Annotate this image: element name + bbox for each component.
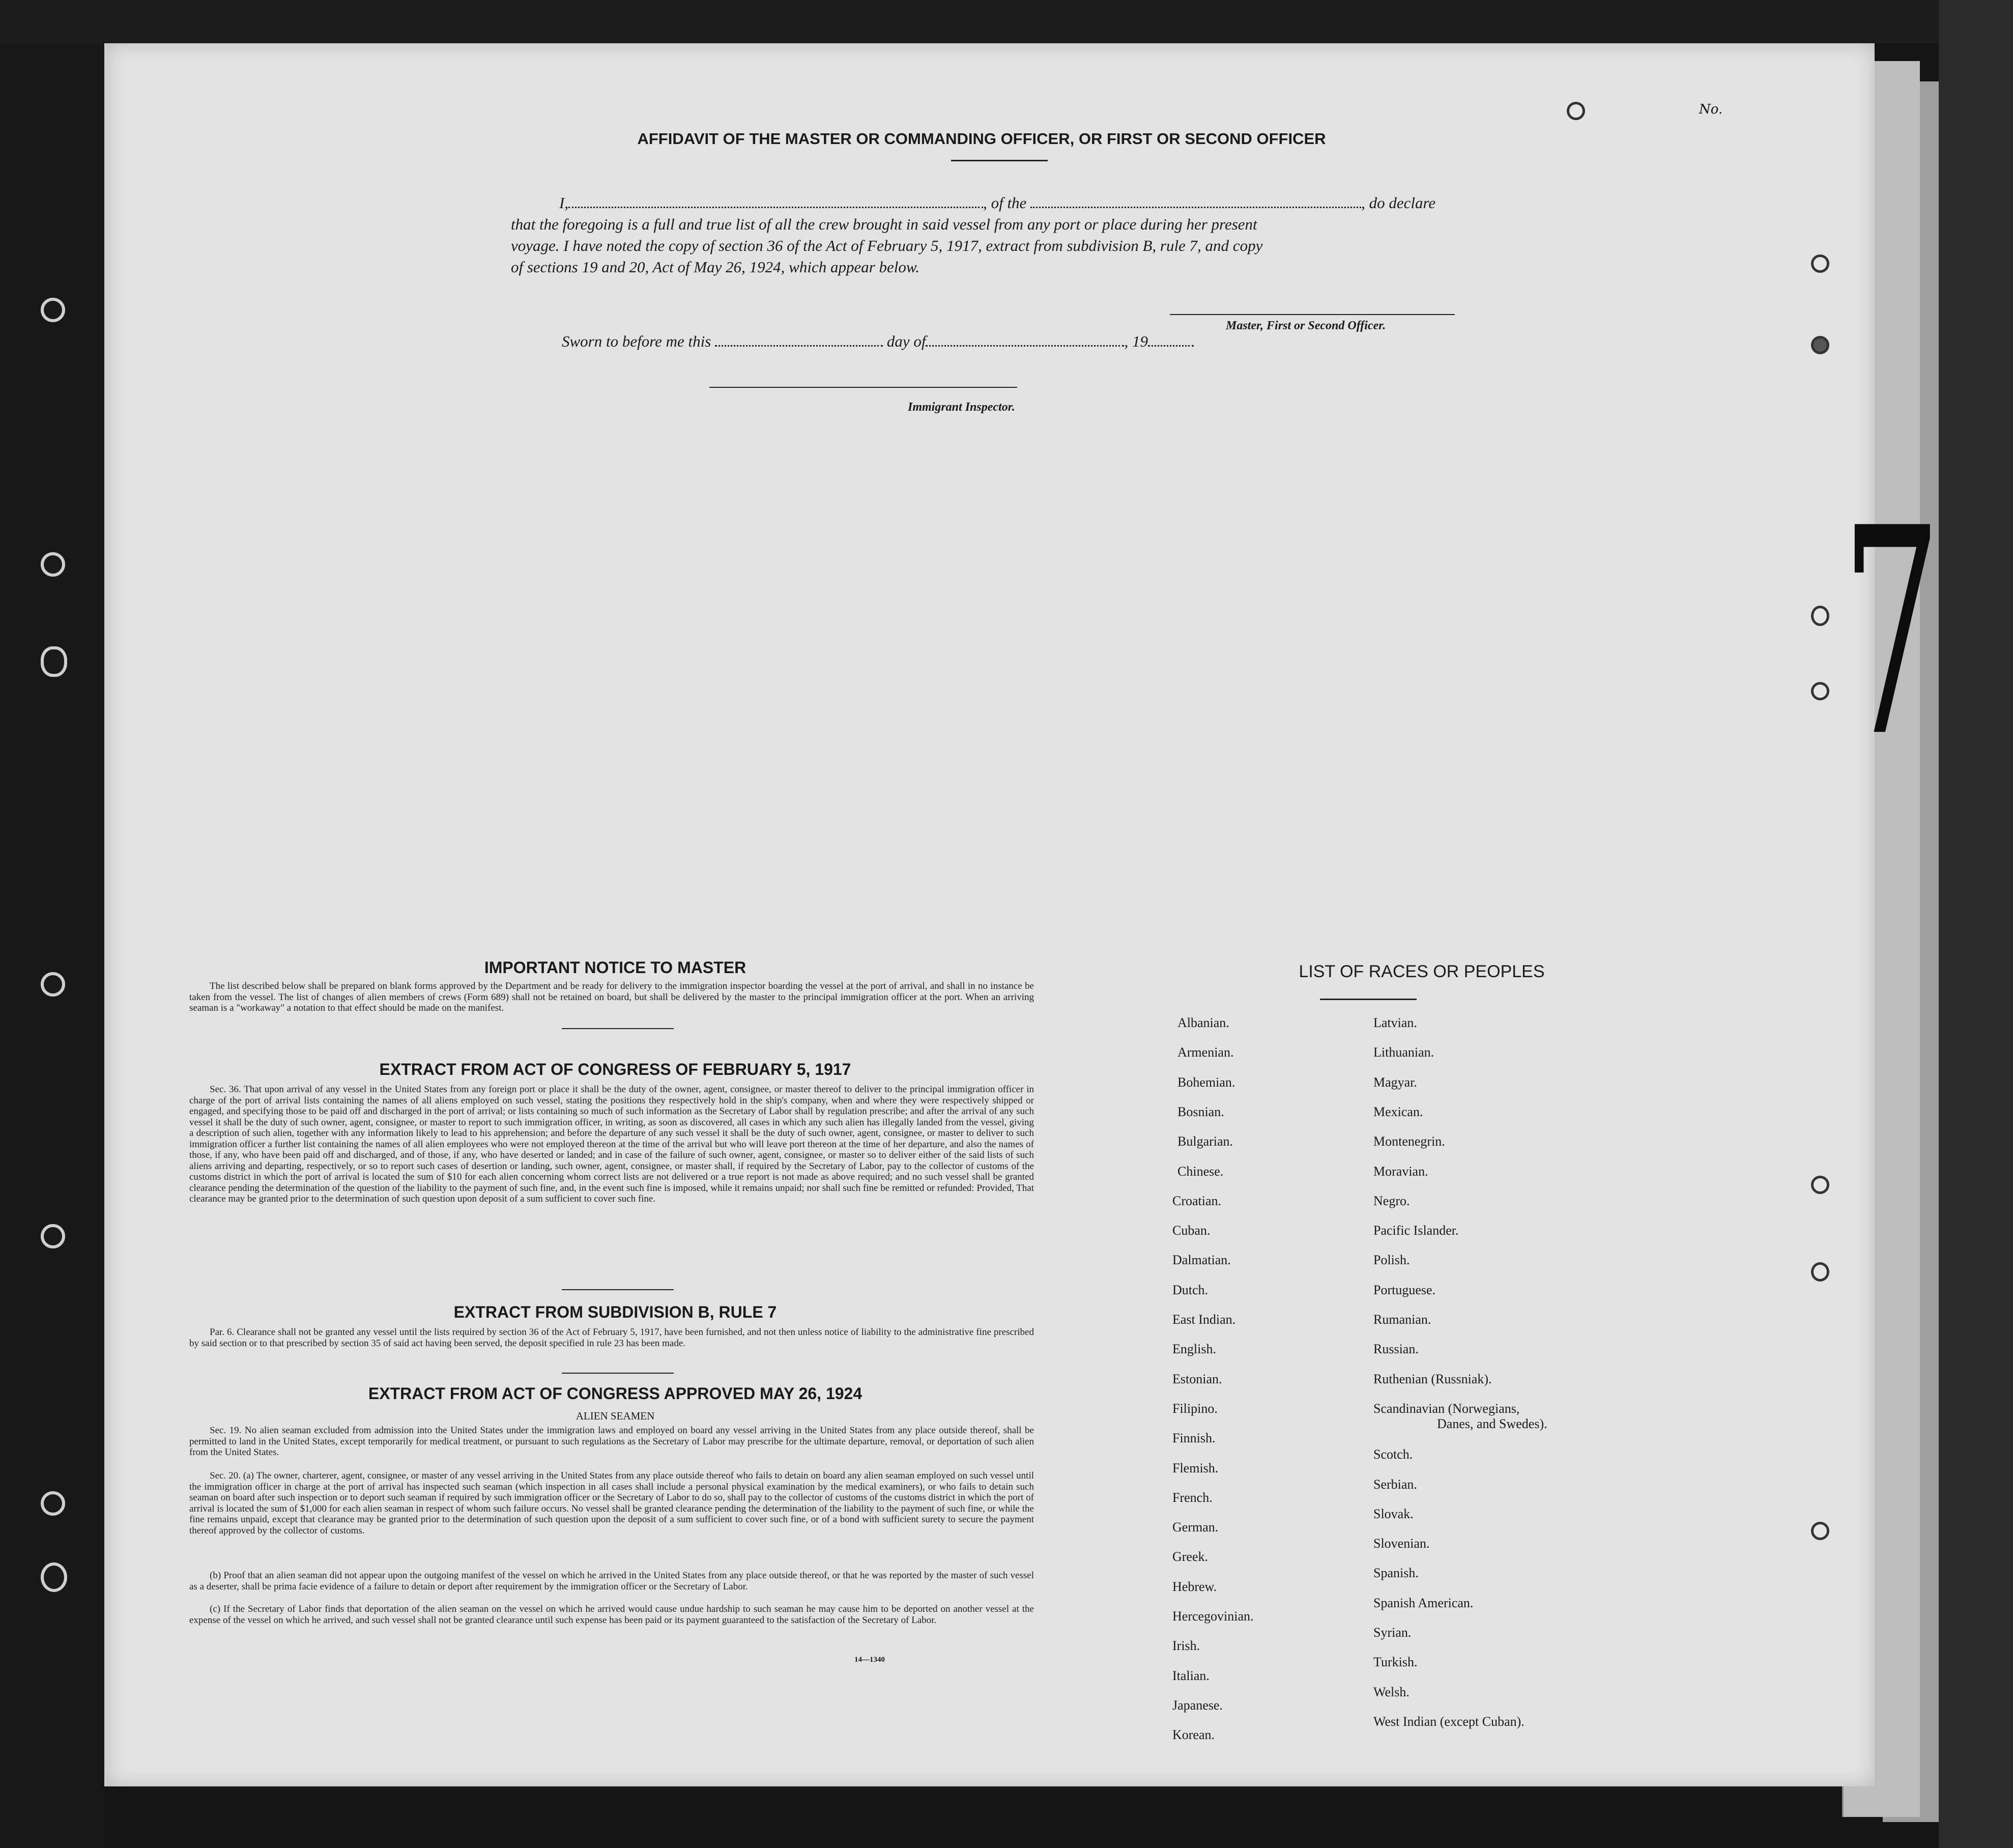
race-item-left: Korean. [1172,1727,1215,1743]
race-item-right: Latvian. [1373,1015,1417,1030]
race-item-right: Polish. [1373,1253,1410,1268]
inspector-signature-line[interactable] [709,387,1017,388]
notice-text: The list described below shall be prepared on blank forms approved by the Department and be ready for delivery to the immigration inspector boarding the vessel at the port of arrival, and shall in no instance be taken from the vessel. The list of changes of alien members of crews (Form 689) shall not be retained on board, but shall be delivered by the master to the principal immigration officer at the port. When an arriving seaman is a "workaway" a notation to that effect should be made on the manifest. [189,981,1034,1013]
race-item-right: Spanish American. [1373,1595,1474,1610]
race-item-right: Ruthenian (Russniak). [1373,1371,1492,1386]
race-item-right: Montenegrin. [1373,1134,1445,1149]
extract-1924-sec20b: (b) Proof that an alien seaman did not appear upon the outgoing manifest of the vessel on which he arrived in the United States from any place outside thereof, or that he was reported by the master of such vessel as a deserter, shall be prima facie evidence of a failure to detain or deport after requirement by the immigration officer or the Secretary of Labor. [189,1570,1034,1592]
race-item-left: East Indian. [1172,1312,1236,1327]
race-item-left: Croatian. [1172,1193,1222,1208]
race-item-left: Greek. [1172,1549,1209,1565]
binder-hole [41,552,65,577]
race-item-right: Serbian. [1373,1476,1417,1492]
corner-number-mark: No. [1699,102,1723,117]
race-item-right: West Indian (except Cuban). [1373,1714,1525,1729]
handwritten-seven: 7 [1842,468,1941,800]
race-item-right: Danes, and Swedes). [1437,1416,1547,1431]
notice-rule [562,1028,674,1029]
race-item-left: English. [1172,1342,1216,1357]
binder-hole [41,1562,67,1592]
race-item-right: Portuguese. [1373,1282,1436,1297]
race-item-right: Rumanian. [1373,1312,1431,1327]
race-item-left: Japanese. [1172,1697,1223,1713]
race-item-left: Chinese. [1177,1163,1224,1179]
race-item-right: Russian. [1373,1342,1419,1357]
race-item-right: Mexican. [1373,1104,1423,1119]
race-item-right: Negro. [1373,1193,1410,1208]
sworn-year-blank[interactable] [1148,345,1194,347]
race-item-right: Turkish. [1373,1655,1418,1670]
day-of-label: day of [886,332,926,350]
rule7-title: EXTRACT FROM SUBDIVISION B, RULE 7 [453,1303,777,1321]
rule7-text: Par. 6. Clearance shall not be granted any vessel until the lists required by section 36 of the Act of February 5, 1917, have been furnished, and not then unless notice of liability to the administrative fine prescribed by said section or to that prescribed by section 35 of said act having been served, the deposit specified in rule 23 has been made. [189,1327,1034,1349]
i-label: I, [559,194,569,212]
affidavit-body-line3: of sections 19 and 20, Act of May 26, 1924, which appear below. [511,258,920,276]
race-item-left: Bohemian. [1177,1074,1235,1090]
binder-hole [41,298,65,322]
sworn-label: Sworn to before me this [562,332,711,350]
punch-hole [1811,606,1829,626]
race-item-left: Armenian. [1177,1045,1234,1060]
binder-hole [41,972,65,997]
of-the-label: , of the [983,194,1027,212]
race-item-left: French. [1172,1490,1213,1505]
master-signature-label: Master, First or Second Officer. [1226,319,1386,332]
race-item-right: Lithuanian. [1373,1045,1434,1060]
race-item-right: Slovak. [1373,1506,1414,1521]
race-item-right: Magyar. [1373,1074,1417,1090]
race-item-right: Syrian. [1373,1625,1412,1640]
punch-hole [1811,336,1829,354]
year-label: , 19 [1124,332,1148,350]
race-item-right: Slovenian. [1373,1536,1430,1551]
master-name-blank[interactable] [568,207,983,208]
film-edge-top [0,0,2013,43]
race-item-right: Scotch. [1373,1447,1413,1462]
race-item-left: Bulgarian. [1177,1134,1233,1149]
sworn-line [562,332,1194,351]
race-item-left: Irish. [1172,1638,1200,1654]
extract-1917-title: EXTRACT FROM ACT OF CONGRESS OF FEBRUARY 5, 1917 [379,1060,851,1078]
race-item-left: Hercegovinian. [1172,1609,1254,1624]
affidavit-title-rule [951,160,1048,161]
sworn-month-blank[interactable] [926,345,1124,347]
race-item-left: Flemish. [1172,1460,1219,1475]
extract-1917-rule [562,1289,674,1290]
rule7-rule [562,1373,674,1374]
vessel-name-blank[interactable] [1030,207,1361,208]
film-edge-right [1939,0,2013,1848]
extract-1924-sec20c: (c) If the Secretary of Labor finds that deportation of the alien seaman on the vessel on which he arrived would cause undue hardship to such seaman he may cause him to be deported on another vessel at the expense of the vessel on which he arrived, and such vessel shall not be granted clearance until such expense has been paid or its payment guaranteed to the satisfaction of the Secretary of Labor. [189,1604,1034,1626]
race-item-left: Finnish. [1172,1431,1216,1446]
inspector-label: Immigrant Inspector. [908,401,1015,414]
document-page [104,43,1941,1786]
punch-hole [1811,682,1829,700]
form-number: 14—1340 [854,1656,885,1664]
binder-hole [41,646,67,677]
notice-title: IMPORTANT NOTICE TO MASTER [484,958,746,977]
binder-hole [41,1491,65,1516]
race-item-left: Dutch. [1172,1282,1209,1297]
race-item-right: Welsh. [1373,1684,1410,1699]
races-title: LIST OF RACES OR PEOPLES [1299,962,1545,981]
races-title-rule [1320,999,1417,1000]
punch-hole [1811,1522,1829,1540]
race-item-right: Pacific Islander. [1373,1223,1459,1238]
race-item-left: Albanian. [1177,1015,1229,1030]
race-item-left: Estonian. [1172,1371,1222,1386]
race-item-right: Moravian. [1373,1163,1428,1179]
race-item-right: Spanish. [1373,1566,1419,1581]
race-item-left: Filipino. [1172,1401,1218,1416]
race-item-right: Scandinavian (Norwegians, [1373,1401,1520,1416]
race-item-left: German. [1172,1520,1219,1535]
extract-1917-text: Sec. 36. That upon arrival of any vessel in the United States from any foreign port or place it shall be the duty of the owner, agent, consignee, or master thereof to deliver to the principal immigration officer in charge of the port of arrival lists containing the names of all aliens employed on such vessel, stating the positions they respectively hold in the ship's company, when and where they were respectively shipped or engaged, and specifying those to be paid off and discharged in the port of arrival; or lists containing so much of such information as the Secretary of Labor shall by regulation prescribe; and after the arrival of any such vessel it shall be the duty of such owner, agent, consignee, or master to report to such immigration officer, in writing, as soon as discovered, all cases in which any such alien has illegally landed from the vessel, giving a description of such alien, together with any information likely to lead to his apprehension; and before the departure of any such vessel it shall be the duty of such owner, agent, consignee, or master to deliver to such immigration officer a further list containing the names of all alien employees who were not employed thereon at the time of the arrival but who will leave port thereon at the time of her departure, and also the names of those, if any, who have been paid off and discharged, and of those, if any, who have deserted or landed; and in case of the failure of such owner, agent, consignee, or master so to deliver either of the said lists of such aliens arriving and departing, respectively, or so to report such cases of desertion or landing, such owner, agent, consignee, or master shall, if required by the Secretary of Labor, pay to the collector of customs of the customs district in which the port of arrival is located the sum of $10 for each alien concerning whom correct lists are not delivered or a true report is not made as above required; and no such vessel shall be granted clearance pending the determination of the question of the liability to the payment of such fine, and, in the event such fine is imposed, while it remains unpaid; nor shall such fine be remitted or refunded: Provided, That clearance may be granted prior to the determination of such question upon deposit of a sum sufficient to cover such fine. [189,1084,1034,1204]
master-signature-line[interactable] [1170,314,1455,315]
affidavit-body-line2: voyage. I have noted the copy of section 36 of the Act of February 5, 1917, extract from subdivision B, rule 7, and copy [511,237,1263,254]
race-item-left: Cuban. [1172,1223,1211,1238]
race-item-left: Hebrew. [1172,1579,1217,1594]
race-item-left: Dalmatian. [1172,1253,1231,1268]
extract-1924-sec20a: Sec. 20. (a) The owner, charterer, agent, consignee, or master of any vessel arriving in the United States from any place outside thereof who fails to detain on board any alien seaman employed on such vessel until the immigration officer in charge at the port of arrival has inspected such seaman (which inspection in all cases shall include a personal physical examination by the medical examiners), or who fails to detain such seaman on board after such inspection or to deport such seaman if required by such immigration officer or the Secretary of Labor to do so, shall pay to the collector of customs of the customs district in which the port of arrival is located the sum of $1,000 for each alien seaman in respect of whom such failure occurs. No vessel shall be granted clearance pending the determination of the liability to the payment of such fine, or while the fine remains unpaid, except that clearance may be granted prior to the determination of such question upon the deposit of a sum sufficient to cover such fine, or of a bond with sufficient surety to secure the payment thereof approved by the collector of customs. [189,1470,1034,1536]
do-declare-label: , do declare [1361,194,1436,212]
extract-1924-sec19: Sec. 19. No alien seaman excluded from admission into the United States under the immigration laws and employed on board any vessel arriving in the United States from any place outside thereof, shall be permitted to land in the United States, except temporarily for medical treatment, or pursuant to such regulations as the Secretary of Labor may prescribe for the ultimate departure, removal, or deportation of such alien from the United States. [189,1425,1034,1458]
race-item-left: Italian. [1172,1668,1210,1683]
affidavit-title: AFFIDAVIT OF THE MASTER OR COMMANDING OFFICER, OR FIRST OR SECOND OFFICER [637,130,1326,148]
sworn-day-blank[interactable] [715,345,883,347]
punch-hole [1811,1262,1829,1282]
punch-hole [1811,254,1829,273]
punch-hole [1567,102,1585,120]
binder-hole [41,1224,65,1248]
affidavit-declaration-line [559,194,1435,212]
affidavit-body-line1: that the foregoing is a full and true list of all the crew brought in said vessel from any port or place during her present [511,215,1257,233]
race-item-left: Bosnian. [1177,1104,1224,1119]
extract-1924-title: EXTRACT FROM ACT OF CONGRESS APPROVED MAY 26, 1924 [368,1384,862,1403]
extract-1924-subtitle: ALIEN SEAMEN [576,1410,655,1422]
punch-hole [1811,1176,1829,1194]
